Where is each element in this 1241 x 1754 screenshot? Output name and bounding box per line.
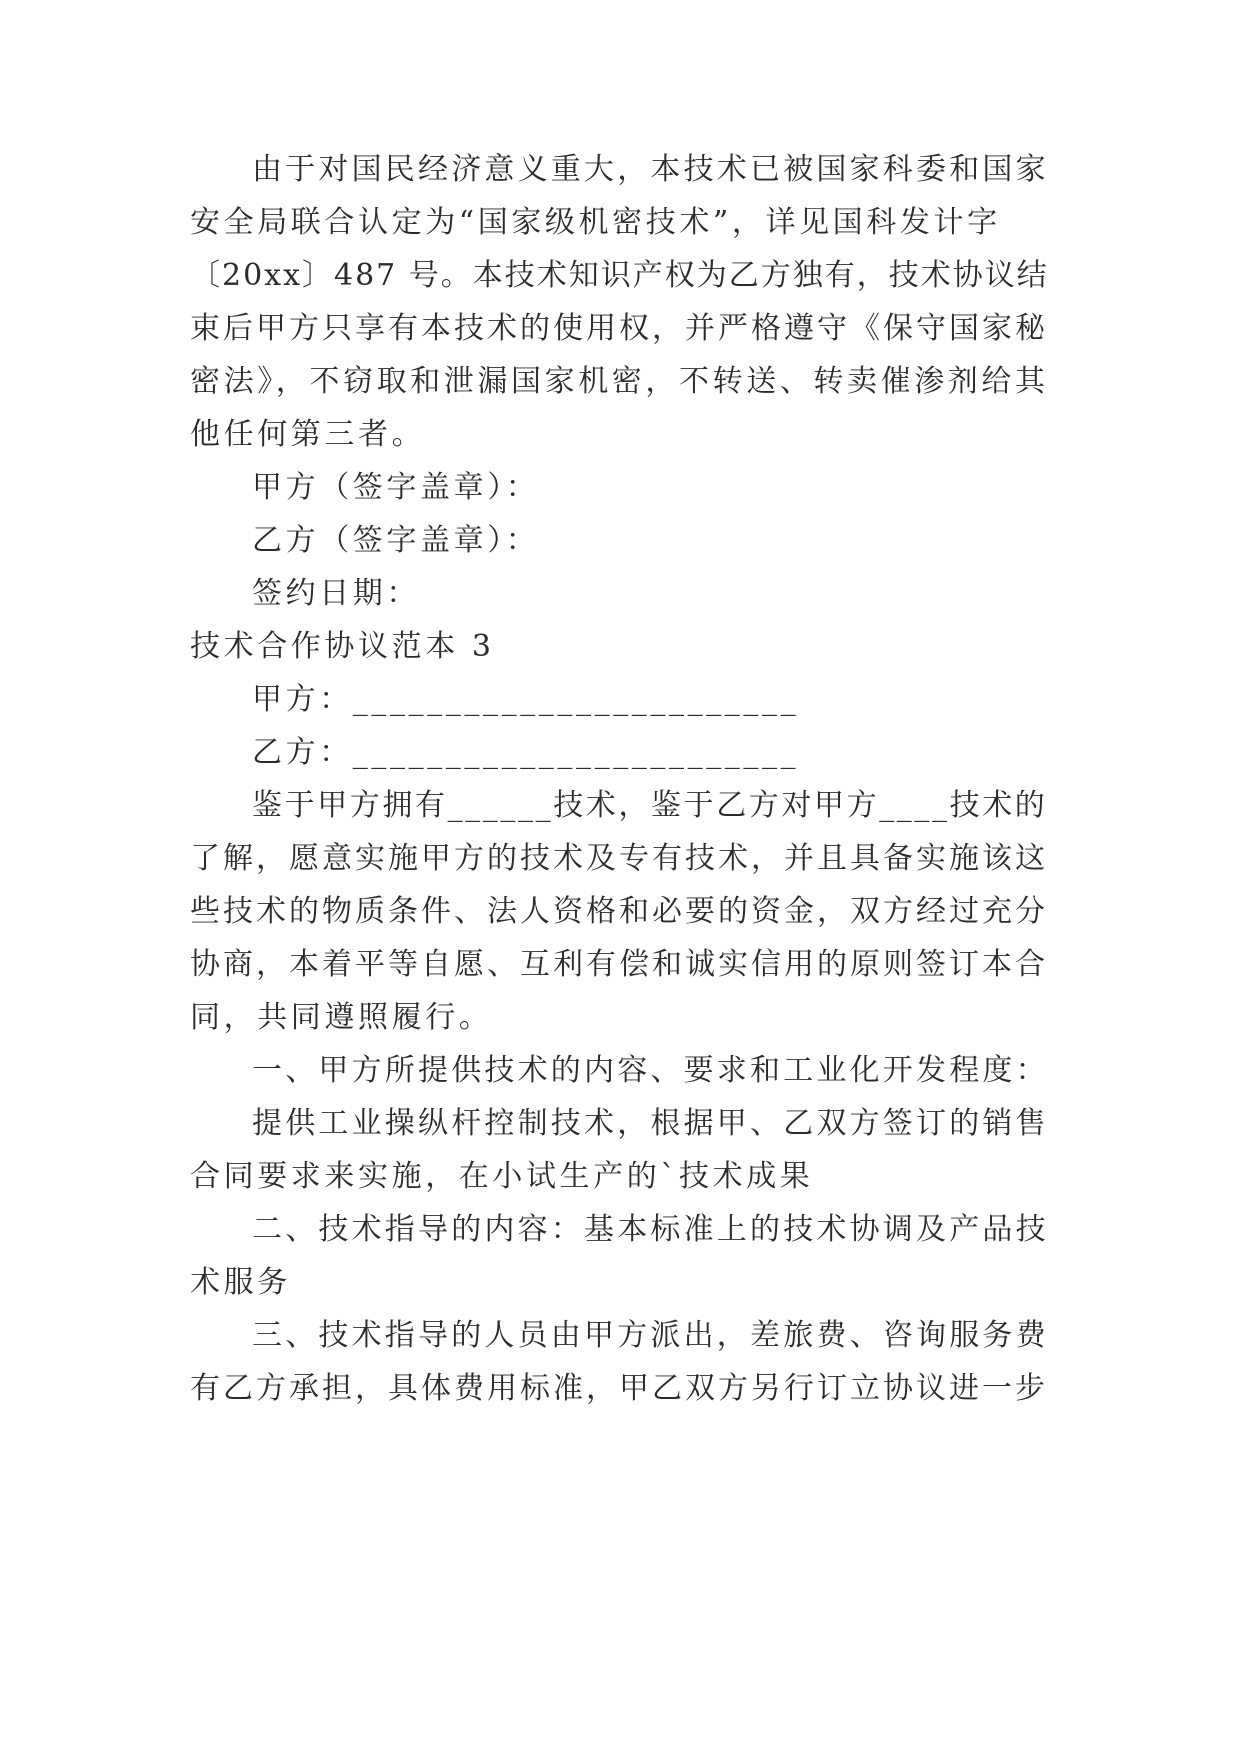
paragraph-1-line-6: 他任何第三者。 [190,417,426,452]
clause-3-line-2: 有乙方承担，具体费用标准，甲乙双方另行订立协议进一步 [190,1371,1048,1406]
signature-party-b: 乙方（签字盖章）： [252,523,540,558]
party-a-line: 甲方：________________________ [252,682,800,717]
paragraph-1-line-1: 由于对国民经济意义重大，本技术已被国家科委和国家 [252,152,1049,187]
paragraph-1-line-4: 束后甲方只享有本技术的使用权，并严格遵守《保守国家秘 [190,311,1048,346]
paragraph-1-line-2: 安全局联合认定为“国家级机密技术”，详见国科发计字 [190,205,1001,240]
clause-1-body-line-1: 提供工业操纵杆控制技术，根据甲、乙双方签订的销售 [252,1106,1049,1141]
section-title: 技术合作协议范本 3 [190,629,495,664]
paragraph-2-line-3: 些技术的物质条件、法人资格和必要的资金，双方经过充分 [190,894,1048,929]
party-b-line: 乙方：________________________ [252,735,800,770]
signing-date: 签约日期： [252,576,420,611]
clause-3-line-1: 三、技术指导的人员由甲方派出，差旅费、咨询服务费 [252,1318,1049,1353]
signature-party-a: 甲方（签字盖章）： [252,470,540,505]
clause-1-body-line-2: 合同要求来实施，在小试生产的`技术成果 [190,1159,814,1194]
paragraph-2-line-1: 鉴于甲方拥有______技术，鉴于乙方对甲方____技术的 [252,788,1048,823]
paragraph-2-line-4: 协商，本着平等自愿、互利有偿和诚实信用的原则签订本合 [190,947,1048,982]
paragraph-1-line-3: 〔20xx〕487 号。本技术知识产权为乙方独有，技术协议结 [190,258,1049,293]
paragraph-1-line-5: 密法》，不窃取和泄漏国家机密，不转送、转卖催渗剂给其 [190,364,1049,399]
clause-2-line-1: 二、技术指导的内容：基本标准上的技术协调及产品技 [252,1212,1049,1247]
paragraph-2-line-2: 了解，愿意实施甲方的技术及专有技术，并且具备实施该这 [190,841,1048,876]
clause-1-heading: 一、甲方所提供技术的内容、要求和工业化开发程度： [252,1053,1049,1088]
paragraph-2-line-5: 同，共同遵照履行。 [190,1000,493,1035]
clause-2-line-2: 术服务 [190,1265,291,1300]
